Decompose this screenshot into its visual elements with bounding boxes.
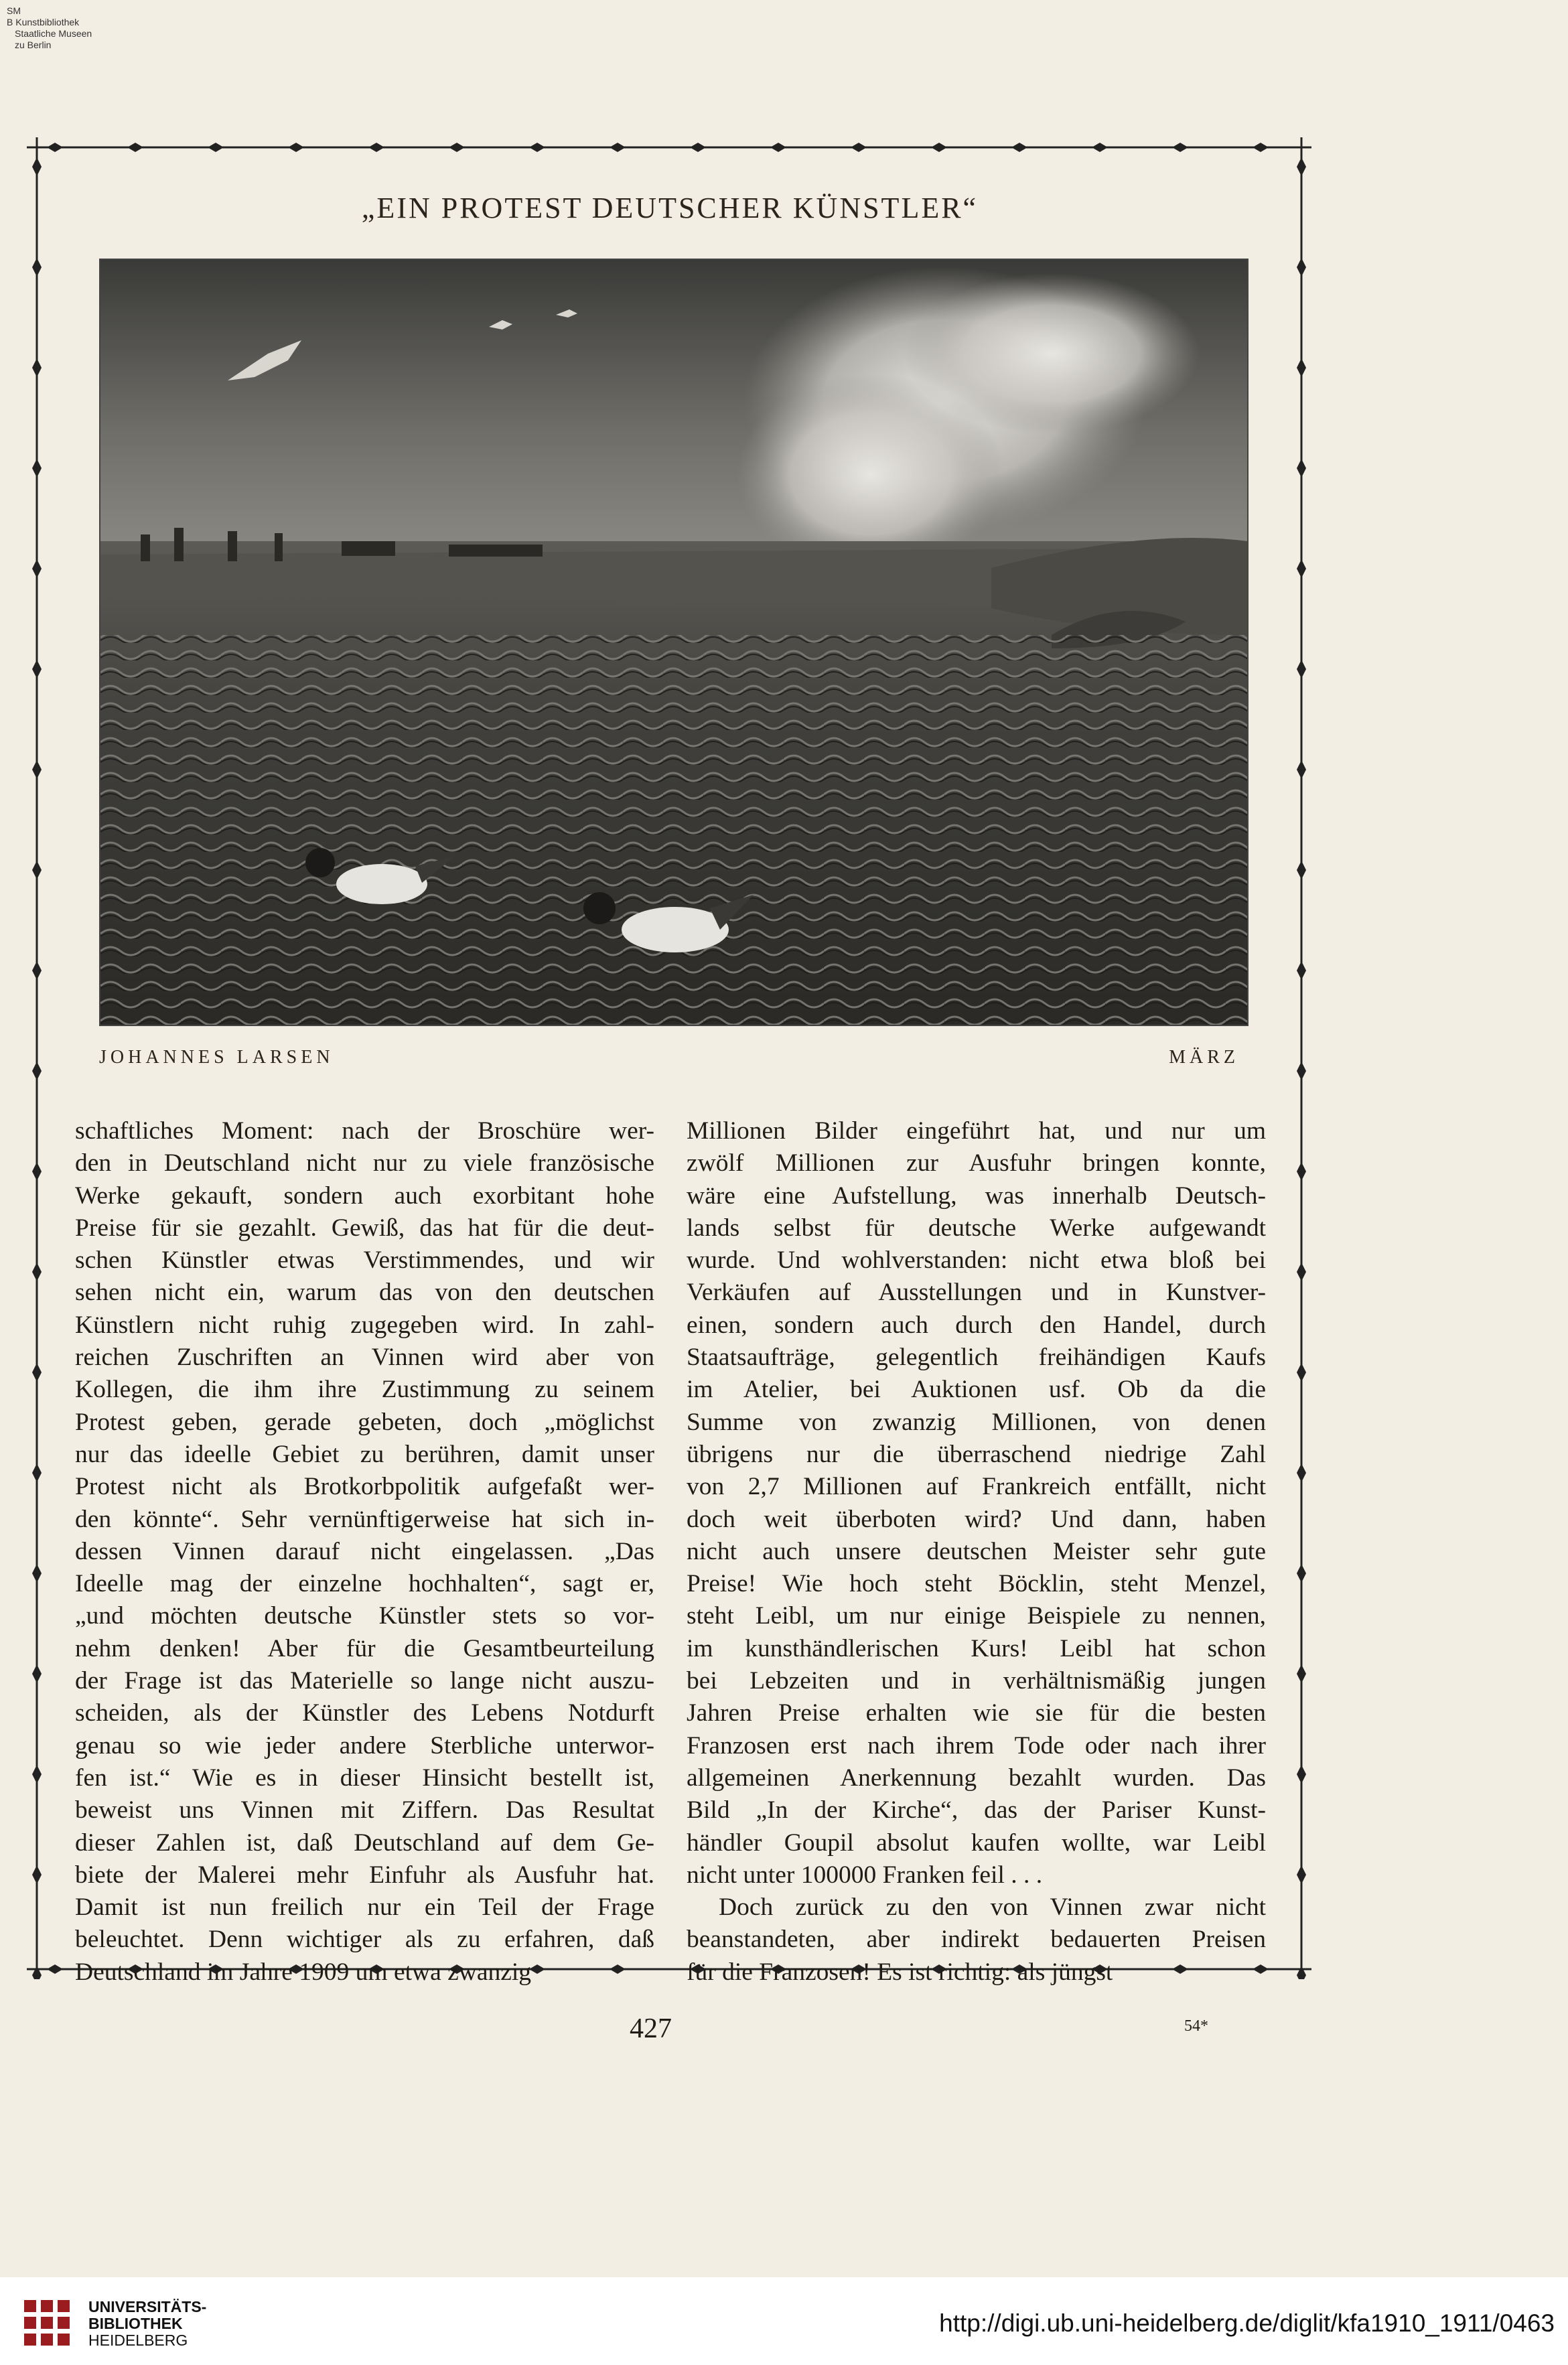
text-line: Werke gekauft, sondern auch exorbitant hohe [75,1181,654,1210]
text-line: Preise! Wie hoch steht Böcklin, steht Menzel, [687,1570,1266,1598]
text-line: scheiden, als der Künstler des Lebens Notdurft [75,1699,654,1727]
text-line: nicht unter 100000 Franken feil . . . [687,1861,1043,1889]
caption-title: MÄRZ [1169,1047,1239,1068]
institution-line: UNIVERSITÄTS- [88,2298,207,2315]
text-line: fen ist.“ Wie es in dieser Hinsicht bestellt ist, [75,1764,654,1792]
institution-line: HEIDELBERG [88,2332,188,2349]
text-line: Franzosen erst nach ihrem Tode oder nach ihrer [687,1731,1266,1760]
text-line: zwölf Millionen zur Ausfuhr bringen konnte, [687,1149,1266,1177]
ornament-border-top [27,137,1311,157]
caption-artist: JOHANNES LARSEN [99,1047,334,1068]
text-line: schaftliches Moment: nach der Broschüre wer- [75,1117,654,1145]
painting-image [99,259,1249,1026]
text-line: lands selbst für deutsche Werke aufgewandt [687,1214,1266,1242]
text-line: Doch zurück zu den von Vinnen zwar nicht [719,1893,1266,1922]
text-line: Künstlern nicht ruhig zugegeben wird. In zahl- [75,1311,654,1339]
text-line: beweist uns Vinnen mit Ziffern. Das Resultat [75,1796,654,1824]
text-line: beanstandeten, aber indirekt bedauerten Preisen [687,1926,1266,1954]
text-line: im kunsthändlerischen Kurs! Leibl hat schon [687,1634,1266,1662]
stamp-line: B Kunstbibliothek [7,17,80,27]
text-line: Bild „In der Kirche“, das der Pariser Kunst- [687,1796,1266,1824]
institution-name [88,2299,206,2349]
stamp-line: SM [7,5,21,16]
text-line: übrigens nur die überraschend niedrige Zahl [687,1440,1266,1468]
text-line: nicht auch unsere deutschen Meister sehr gute [687,1537,1266,1565]
text-line: „und möchten deutsche Künstler stets so vor- [75,1602,654,1630]
text-line: nur das ideelle Gebiet zu berühren, damit unser [75,1440,654,1468]
stamp-line: Staatliche Museen [15,28,92,39]
text-line: Ideelle mag der einzelne hochhalten“, sagt er, [75,1570,654,1598]
text-line: von 2,7 Millionen auf Frankreich entfällt, nicht [687,1473,1266,1501]
text-line: Staatsaufträge, gelegentlich freihändigen Kaufs [687,1344,1266,1372]
text-line: doch weit überboten wird? Und dann, haben [687,1505,1266,1533]
text-line: Millionen Bilder eingeführt hat, und nur um [687,1117,1266,1145]
text-line: sehen nicht ein, warum das von den deutschen [75,1279,654,1307]
text-line: biete der Malerei mehr Einfuhr als Ausfuhr hat. [75,1861,654,1889]
text-line: der Frage ist das Materielle so lange nicht auszu- [75,1667,654,1695]
text-line: nehm denken! Aber für die Gesamtbeurteilung [75,1634,654,1662]
source-url-link[interactable]: http://digi.ub.uni-heidelberg.de/diglit/kfa1910_1911/0463 [939,2309,1555,2337]
text-line: Protest nicht als Brotkorbpolitik aufgefaßt wer- [75,1473,654,1501]
text-line: steht Leibl, um nur einige Beispiele zu nennen, [687,1602,1266,1630]
signature-mark: 54* [1184,2017,1208,2035]
text-line: für die Franzosen! Es ist richtig: als jüngst [687,1958,1113,1986]
text-line: Verkäufen auf Ausstellungen und in Kunstver- [687,1279,1266,1307]
text-line: schen Künstler etwas Verstimmendes, und wir [75,1246,654,1275]
ornament-border-right [1291,137,1311,1979]
text-line: wäre eine Aufstellung, was innerhalb Deutsch- [687,1181,1266,1210]
text-line: händler Goupil absolut kaufen wollte, war Leibl [687,1829,1266,1857]
text-line: beleuchtet. Denn wichtiger als zu erfahren, daß [75,1926,654,1954]
text-line: wurde. Und wohlverstanden: nicht etwa bloß bei [687,1246,1266,1275]
article-heading: „EIN PROTEST DEUTSCHER KÜNSTLER“ [361,192,979,224]
ornament-border-left [27,137,47,1979]
text-line: allgemeinen Anerkennung bezahlt wurden. Das [687,1764,1266,1792]
stamp-line: zu Berlin [15,40,52,50]
text-line: Protest geben, gerade gebeten, doch „möglichst [75,1408,654,1436]
text-line: bei Lebzeiten und in verhältnismäßig jungen [687,1667,1266,1695]
text-line: den in Deutschland nicht nur zu viele französische [75,1149,654,1177]
university-library-logo-icon [20,2296,74,2350]
institution-line: BIBLIOTHEK [88,2315,183,2332]
text-line: einen, sondern auch durch den Handel, durch [687,1311,1266,1339]
text-line: genau so wie jeder andere Sterbliche unterwor- [75,1731,654,1760]
text-line: Deutschland im Jahre 1909 um etwa zwanzig [75,1958,532,1986]
library-stamp [7,5,107,51]
text-line: Jahren Preise erhalten wie sie für die besten [687,1699,1266,1727]
text-line: dieser Zahlen ist, daß Deutschland auf dem Ge- [75,1829,654,1857]
text-line: Damit ist nun freilich nur ein Teil der Frage [75,1893,654,1922]
text-line: Preise für sie gezahlt. Gewiß, das hat für die deut- [75,1214,654,1242]
text-line: reichen Zuschriften an Vinnen wird aber von [75,1344,654,1372]
text-line: Summe von zwanzig Millionen, von denen [687,1408,1266,1436]
text-line: dessen Vinnen darauf nicht eingelassen. „Das [75,1537,654,1565]
text-line: Kollegen, die ihm ihre Zustimmung zu seinem [75,1376,654,1404]
text-column-left [75,1115,654,1989]
text-line: im Atelier, bei Auktionen usf. Ob da die [687,1376,1266,1404]
text-line: den könnte“. Sehr vernünftigerweise hat sich in- [75,1505,654,1533]
text-column-right [687,1115,1266,1989]
page-number: 427 [630,2013,672,2044]
